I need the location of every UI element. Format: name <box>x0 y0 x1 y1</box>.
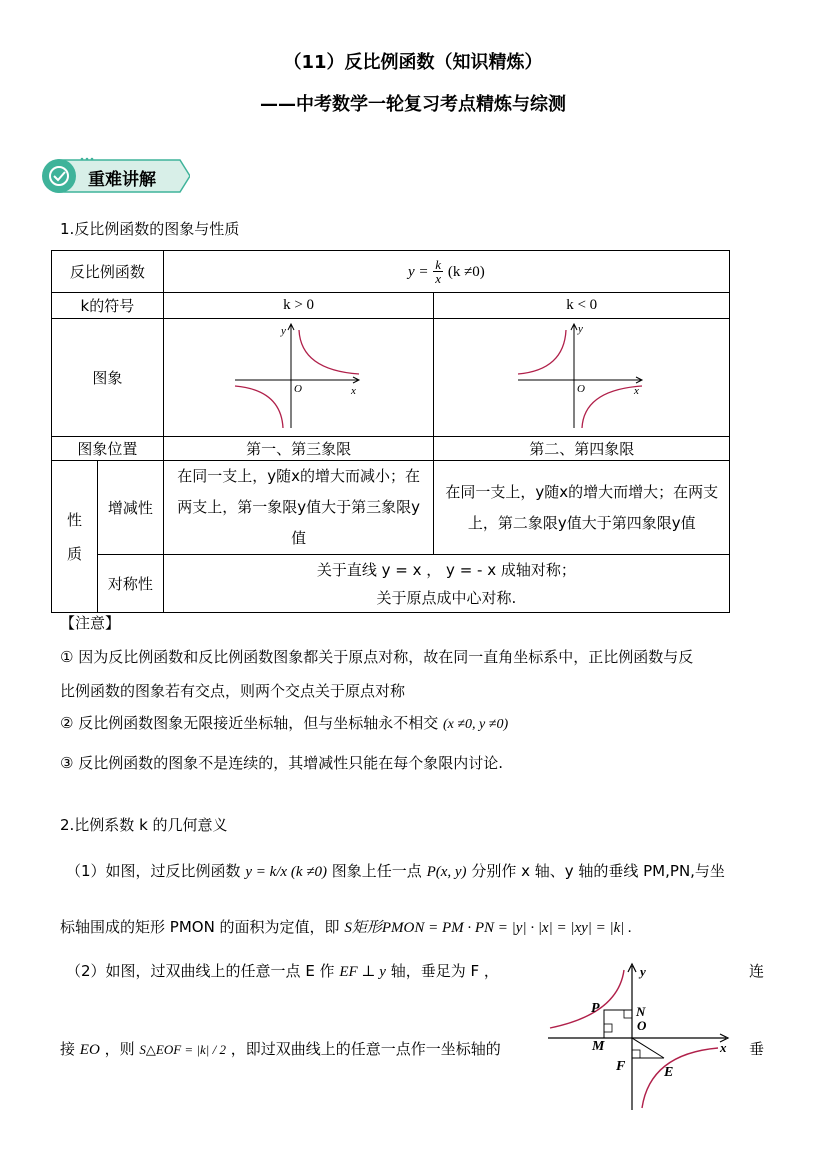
cell-graph-label: 图象 <box>52 319 164 437</box>
graph-pos-o: O <box>293 382 302 395</box>
cell-function-formula <box>163 251 729 293</box>
formula-den: x <box>435 271 442 286</box>
page-title: （11）反比例函数（知识精炼） <box>283 52 543 73</box>
fig-label-m: M <box>592 1039 605 1054</box>
cell-graph-negative <box>434 319 730 437</box>
p2-text-b: 轴，垂足为 F ， <box>390 962 499 980</box>
fig-label-f: F <box>616 1059 626 1074</box>
p2-text-a: （2）如图，过双曲线上的任意一点 E 作 <box>66 962 335 980</box>
p2-perp: EF ⊥ y <box>339 964 386 980</box>
cell-k-positive: k > 0 <box>163 293 434 319</box>
fig-label-e: E <box>664 1065 674 1080</box>
note-2-text: ② 反比例函数图象无限接近坐标轴，但与坐标轴永不相交 <box>60 714 439 732</box>
table-row-monotonic <box>52 461 730 555</box>
table-row-position <box>52 437 730 461</box>
section2-p1-line1 <box>66 860 725 881</box>
notes-title: 【注意】 <box>60 614 121 632</box>
p1-point: P(x, y) <box>426 864 467 880</box>
cell-monotonic-label: 增减性 <box>97 461 163 555</box>
note-2-cond: (x ≠0, y ≠0) <box>443 717 509 732</box>
fig-label-x: x <box>720 1040 727 1055</box>
table-row-symmetry <box>52 555 730 613</box>
section2-heading: 2.比例系数 k 的几何意义 <box>60 816 228 834</box>
graph-pos-y: y <box>280 324 286 337</box>
section-banner <box>40 156 190 196</box>
note-2 <box>60 712 508 733</box>
fig-label-o: O <box>637 1018 647 1033</box>
p1-text-a: （1）如图，过反比例函数 <box>66 862 241 880</box>
p1-text-b: 图象上任一点 <box>331 862 422 880</box>
formula-cond: (k ≠0) <box>447 264 485 280</box>
cell-monotonic-negative: 在同一支上，y随x的增大而增大；在两支上，第二象限y值大于第四象限y值 <box>434 461 730 555</box>
cell-sign-label: k的符号 <box>52 293 164 319</box>
formula-lhs: y = <box>407 264 429 280</box>
formula-fraction <box>433 258 443 285</box>
k-geometry-figure <box>548 962 742 1112</box>
symmetry-line2: 关于原点成中心对称. <box>376 588 517 607</box>
cell-k-negative: k < 0 <box>434 293 730 319</box>
p1-formula: y = k/x (k ≠0) <box>245 864 327 880</box>
graph-neg-x: x <box>633 384 639 397</box>
note-3: ③ 反比例函数的图象不是连续的，其增减性只能在每个象限内讨论. <box>60 754 503 772</box>
p2-text-f: ，即过双曲线上的任意一点作一坐标轴的 <box>230 1040 501 1058</box>
table-row-function <box>52 251 730 293</box>
section1-heading: 1.反比例函数的图象与性质 <box>60 220 240 238</box>
section2-p2-line1 <box>66 960 499 981</box>
fig-label-n: N <box>636 1004 646 1019</box>
p2-area: S△EOF = |k| / 2 <box>139 1042 226 1057</box>
p2-text-g: 垂 <box>749 1040 765 1058</box>
cell-symmetry-content <box>163 555 729 613</box>
cell-function-label: 反比例函数 <box>52 251 164 293</box>
section2-p1-line2 <box>60 916 632 937</box>
fig-label-y: y <box>640 964 646 979</box>
hyperbola-negative-graph <box>514 320 650 432</box>
formula-num: k <box>435 257 442 272</box>
graph-neg-y: y <box>577 322 583 335</box>
note-1-line2: 比例函数的图象若有交点，则两个交点关于原点对称 <box>60 682 406 700</box>
p1-text-d: 标轴围成的矩形 PMON 的面积为定值，即 <box>60 918 340 936</box>
page-subtitle: ——中考数学一轮复习考点精炼与综测 <box>260 94 566 115</box>
cell-position-negative: 第二、第四象限 <box>434 437 730 461</box>
p2-text-e: ，则 <box>104 1040 135 1058</box>
p2-text-c: 连 <box>749 962 765 980</box>
p1-text-c: 分别作 x 轴、y 轴的垂线 PM,PN,与坐 <box>471 862 725 880</box>
cell-graph-positive <box>163 319 434 437</box>
note-1-line1: ① 因为反比例函数和反比例函数图象都关于原点对称，故在同一直角坐标系中，正比例函数与反 <box>60 648 694 666</box>
cell-symmetry-label: 对称性 <box>97 555 163 613</box>
hyperbola-positive-graph <box>231 320 367 432</box>
property-label-1: 性 <box>66 510 82 529</box>
table-row-graph <box>52 319 730 437</box>
property-label-2: 质 <box>66 544 82 563</box>
banner-label: 重难讲解 <box>88 170 156 190</box>
table-row-sign <box>52 293 730 319</box>
p1-formula-area: S矩形PMON = PM · PN = |y| · |x| = |xy| = |k| . <box>344 920 632 936</box>
cell-monotonic-positive: 在同一支上，y随x的增大而减小；在两支上，第一象限y值大于第三象限y值 <box>163 461 434 555</box>
cell-property-label <box>52 461 98 613</box>
section2-p2-line2 <box>60 1038 501 1059</box>
p2-eo: EO <box>79 1042 100 1058</box>
properties-table <box>51 250 730 613</box>
fig-label-p: P <box>591 1001 600 1016</box>
cell-position-positive: 第一、第三象限 <box>163 437 434 461</box>
symmetry-line1: 关于直线 y = x ， y = - x 成轴对称； <box>316 560 576 579</box>
graph-neg-o: O <box>576 382 585 395</box>
cell-position-label: 图象位置 <box>52 437 164 461</box>
graph-pos-x: x <box>350 384 356 397</box>
p2-text-d: 接 <box>60 1040 76 1058</box>
